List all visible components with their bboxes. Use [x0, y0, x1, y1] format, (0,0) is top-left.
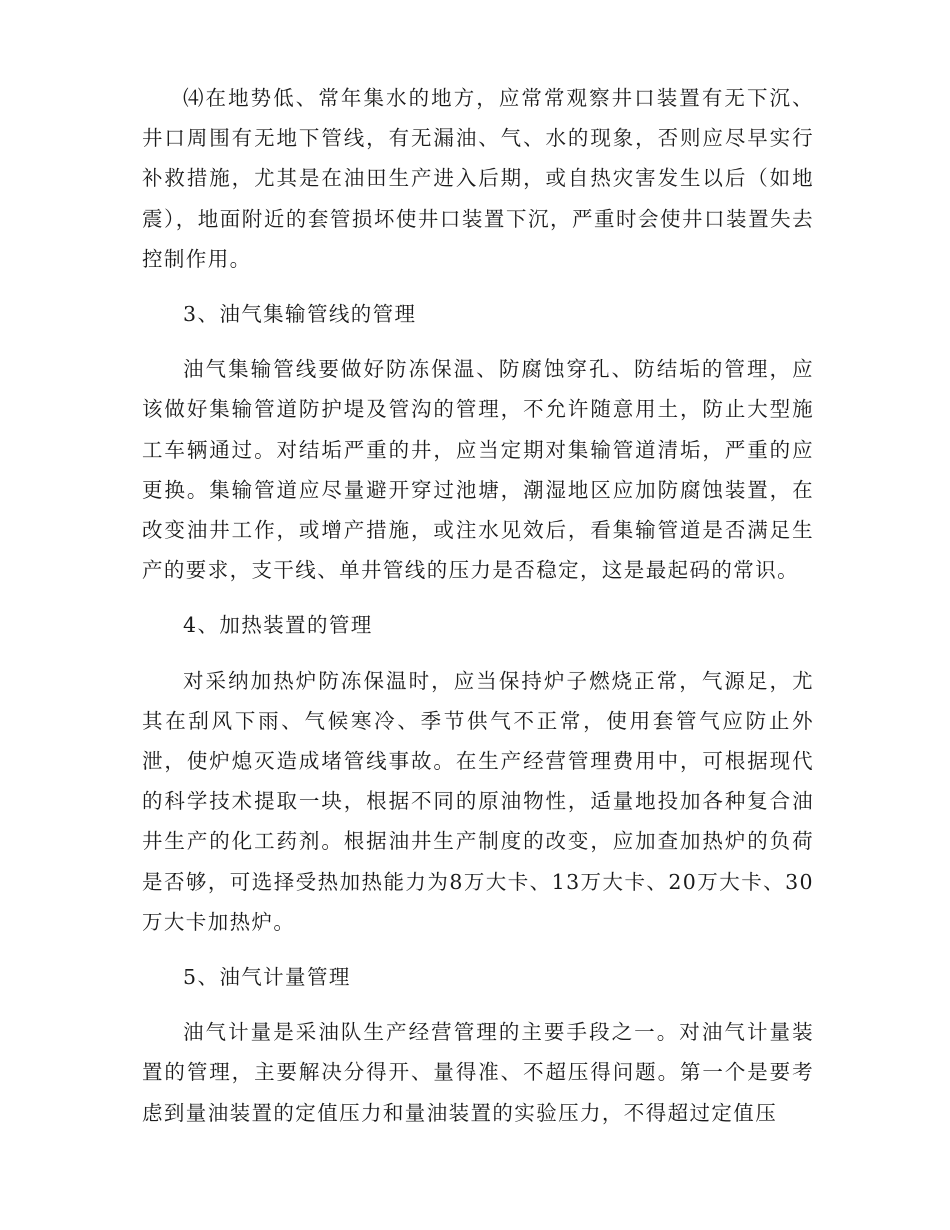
heading-heating-device-management: 4、加热装置的管理: [183, 613, 373, 638]
document-body: [142, 78, 814, 1148]
paragraph-metering-management: 油气计量是采油队生产经营管理的主要手段之一。对油气计量装置的管理，主要解决分得开、量得准、不超压得问题。第一个是要考虑到量油装置的定值压力和量油装置的实验压力，不得超过定值压: [142, 1020, 814, 1125]
paragraph-pipeline-management: 油气集输管线要做好防冻保温、防腐蚀穿孔、防结垢的管理，应该做好集输管道防护堤及管沟的管理，不允许随意用土，防止大型施工车辆通过。对结垢严重的井，应当定期对集输管道清垢，严重的应更换。集输管道应尽量避开穿过池塘，潮湿地区应加防腐蚀装置，在改变油井工作，或增产措施，或注水见效后，看集输管道是否满足生产的要求，支干线、单井管线的压力是否稳定，这是最起码的常识。: [142, 357, 814, 583]
heading-metering-management: 5、油气计量管理: [183, 965, 351, 990]
paragraph-heating-device-management: 对采纳加热炉防冻保温时，应当保持炉子燃烧正常，气源足，尤其在刮风下雨、气候寒冷、季节供气不正常，使用套管气应防止外泄，使炉熄灭造成堵管线事故。在生产经营管理费用中，可根据现代的科学技术提取一块，根据不同的原油物性，适量地投加各种复合油井生产的化工药剂。根据油井生产制度的改变，应加查加热炉的负荷是否够，可选择受热加热能力为8万大卡、13万大卡、20万大卡、30万大卡加热炉。: [142, 668, 814, 934]
heading-pipeline-management: 3、油气集输管线的管理: [183, 302, 417, 327]
paragraph-wellhead-low-terrain: ⑷在地势低、常年集水的地方，应常常观察井口装置有无下沉、井口周围有无地下管线，有无漏油、气、水的现象，否则应尽早实行补救措施，尤其是在油田生产进入后期，或自热灾害发生以后（如地震），地面附近的套管损坏使井口装置下沉，严重时会使井口装置失去控制作用。: [142, 86, 814, 271]
